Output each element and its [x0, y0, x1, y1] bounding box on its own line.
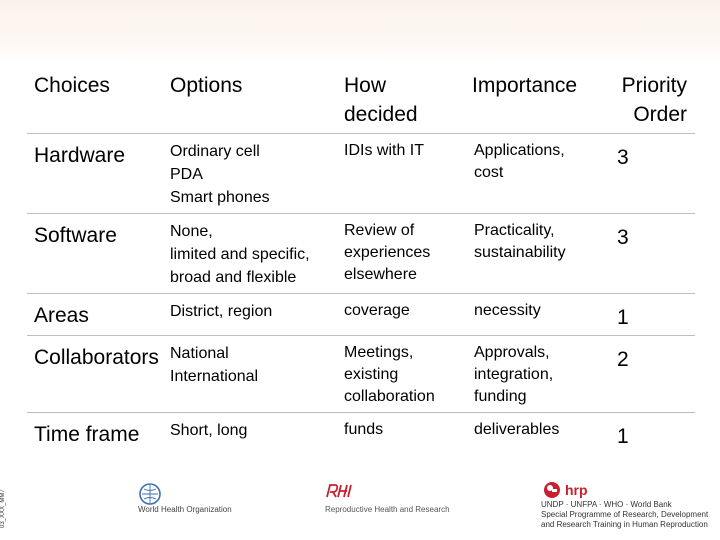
how-decided-cell: Meetings, existing collaboration	[337, 336, 467, 413]
options-cell: Short, long	[170, 422, 248, 439]
importance-cell: deliverables	[474, 421, 560, 438]
importance-cell: necessity	[467, 294, 605, 336]
how-decided-cell: Review of experiences elsewhere	[337, 214, 467, 294]
table-row	[27, 134, 695, 214]
who-logo	[138, 482, 162, 506]
who-emblem-icon	[138, 482, 162, 506]
priority-cell: 2	[605, 336, 695, 413]
how-decided-cell: coverage	[337, 294, 467, 336]
importance-cell: Practicality, sustainability	[467, 214, 605, 294]
table-row	[27, 413, 695, 455]
slide-code: 03_XXX_MM7	[0, 489, 6, 528]
options-cell: National International	[163, 336, 337, 413]
priorities-table	[27, 66, 695, 454]
header-how-decided: How decided	[337, 66, 467, 134]
priority-cell: 3	[605, 134, 695, 214]
how-decided-cell: IDIs with IT	[337, 134, 467, 214]
table-row	[27, 336, 695, 413]
how-decided-cell: funds	[344, 421, 384, 438]
table-row	[27, 214, 695, 294]
header-options: Options	[163, 66, 337, 134]
choice-cell: Software	[27, 214, 163, 294]
table-header-row	[27, 66, 695, 134]
header-priority-order: Priority Order	[605, 66, 695, 134]
options-cell: Ordinary cell PDA Smart phones	[163, 134, 337, 214]
choice-cell: Time frame	[34, 423, 140, 446]
importance-cell: Approvals, integration, funding	[467, 336, 605, 413]
priority-cell: 1	[617, 425, 629, 448]
importance-cell: Applications, cost	[467, 134, 605, 214]
choice-cell: Hardware	[27, 134, 163, 214]
header-choices: Choices	[27, 66, 163, 134]
options-cell: None, limited and specific, broad and flexible	[163, 214, 337, 294]
who-caption: World Health Organization	[138, 505, 232, 514]
hrp-emblem-icon	[541, 480, 563, 500]
priority-cell: 1	[605, 294, 695, 336]
hrp-caption-line: UNDP · UNFPA · WHO · World Bank	[541, 500, 672, 509]
hrp-caption-line: and Research Training in Human Reproduction	[541, 520, 708, 529]
choice-cell: Collaborators	[27, 336, 163, 413]
rhr-caption: Reproductive Health and Research	[325, 505, 450, 514]
priority-cell: 3	[605, 214, 695, 294]
rhr-logo-icon	[325, 484, 353, 498]
hrp-caption	[541, 500, 708, 530]
hrp-logo	[541, 480, 588, 500]
header-band	[0, 0, 720, 62]
choice-cell: Areas	[27, 294, 163, 336]
options-cell: District, region	[163, 294, 337, 336]
header-importance: Importance	[467, 66, 605, 134]
table-row	[27, 294, 695, 336]
hrp-label: hrp	[565, 482, 588, 498]
rhr-logo	[325, 484, 353, 498]
hrp-caption-line: Special Programme of Research, Development	[541, 510, 709, 519]
